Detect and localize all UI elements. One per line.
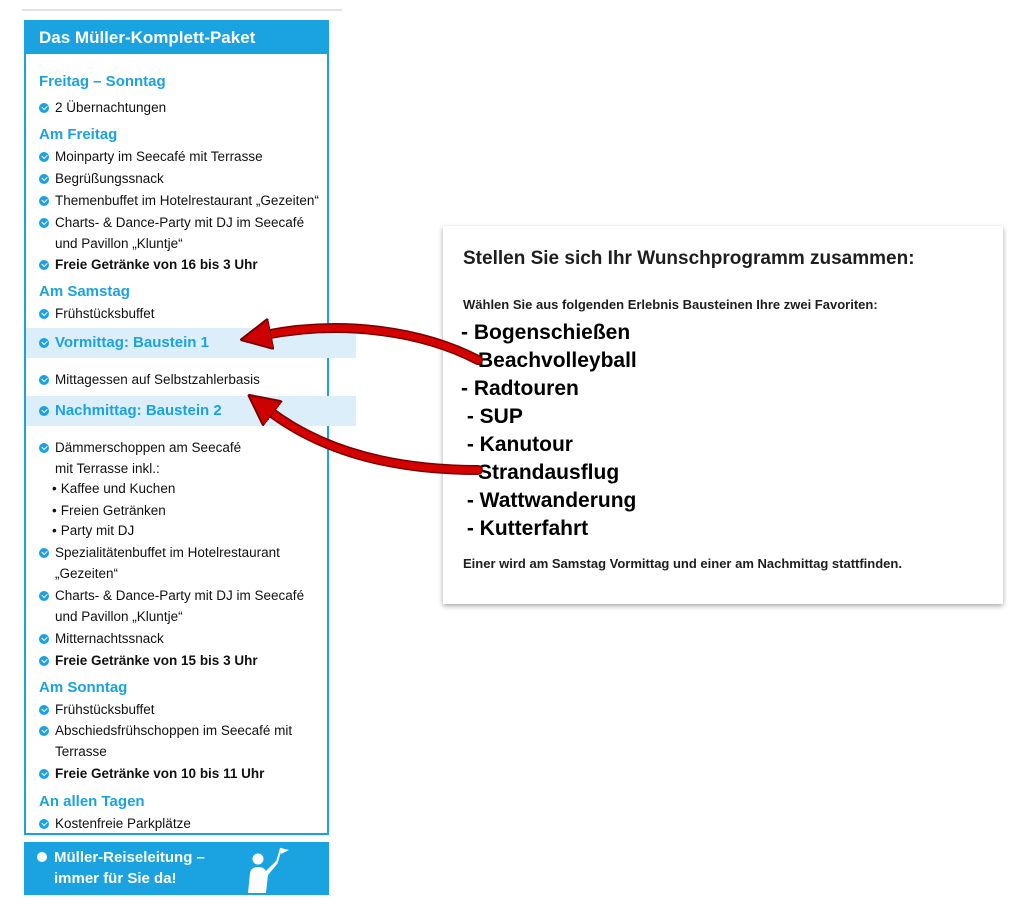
list-item-text: Abschiedsfrühschoppen im Seecafé mit [55,723,293,738]
list-item-text: und Pavillon „Kluntje“ [55,609,183,624]
list-item-text: Nachmittag: Baustein 2 [55,402,222,419]
list-item-text: Spezialitätenbuffet im Hotelrestaurant [55,545,280,560]
banner-line-2: immer für Sie da! [54,870,177,887]
list-item-text: Begrüßungssnack [55,171,164,186]
list-item-text: Freie Getränke von 15 bis 3 Uhr [55,653,258,668]
list-item-text: Kostenfreie Parkplätze [55,816,191,831]
list-item-text: Charts- & Dance-Party mit DJ im Seecafé [55,215,305,230]
list-item-text: „Gezeiten“ [55,566,119,581]
panel-title: Das Müller-Komplett-Paket [26,22,327,54]
list-item-text: Moinparty im Seecafé mit Terrasse [55,149,263,164]
list-item-text: Freitag – Sonntag [39,73,166,90]
list-item-text: Charts- & Dance-Party mit DJ im Seecafé [55,588,305,603]
option-item: - Bogenschießen [461,321,631,344]
list-item-text: Freie Getränke von 10 bis 11 Uhr [55,766,265,781]
option-item: - Kutterfahrt [461,517,589,540]
banner-line-1: Müller-Reiseleitung – [54,849,205,866]
card-title: Stellen Sie sich Ihr Wunschprogramm zusammen: [463,248,915,269]
list-item-text: 2 Übernachtungen [55,100,167,115]
option-item: - Wattwanderung [461,489,637,512]
card-subtitle: Wählen Sie aus folgenden Erlebnis Bausteinen Ihre zwei Favoriten: [463,297,878,312]
list-item-text: Freien Getränken [60,503,166,518]
arrow-to-baustein-1-fill [265,328,478,360]
list-item-text: Freie Getränke von 16 bis 3 Uhr [55,257,258,272]
list-item-text: Am Samstag [39,283,130,300]
list-item-text: Am Freitag [39,126,118,143]
list-item-text: Frühstücksbuffet [55,702,155,717]
list-item-text: Mittagessen auf Selbstzahlerbasis [55,372,260,387]
list-item-text: Vormittag: Baustein 1 [55,334,209,351]
list-item-text: An allen Tagen [39,793,145,810]
list-item-text: mit Terrasse inkl.: [55,461,160,476]
option-item: Strandausflug [478,461,620,484]
list-item-text: Themenbuffet im Hotelrestaurant „Gezeiten“ [55,193,319,208]
card-footnote: Einer wird am Samstag Vormittag und einer am Nachmittag stattfinden. [463,556,902,571]
list-item-text: Frühstücksbuffet [55,306,155,321]
list-item-text: Party mit DJ [60,523,135,538]
list-item-text: Am Sonntag [39,679,128,696]
arrow-to-baustein-2-fill [268,410,478,470]
list-item-text: und Pavillon „Kluntje“ [55,236,183,251]
option-item: - Kanutour [461,433,573,456]
list-item-text: Terrasse [55,744,107,759]
option-item: - SUP [461,405,523,428]
list-item-text: Dämmerschoppen am Seecafé [55,440,242,455]
option-item: Beachvolleyball [478,349,637,372]
option-item: - Radtouren [461,377,579,400]
list-item-text: Kaffee und Kuchen [60,481,176,496]
list-item-text: Mitternachtssnack [55,631,164,646]
